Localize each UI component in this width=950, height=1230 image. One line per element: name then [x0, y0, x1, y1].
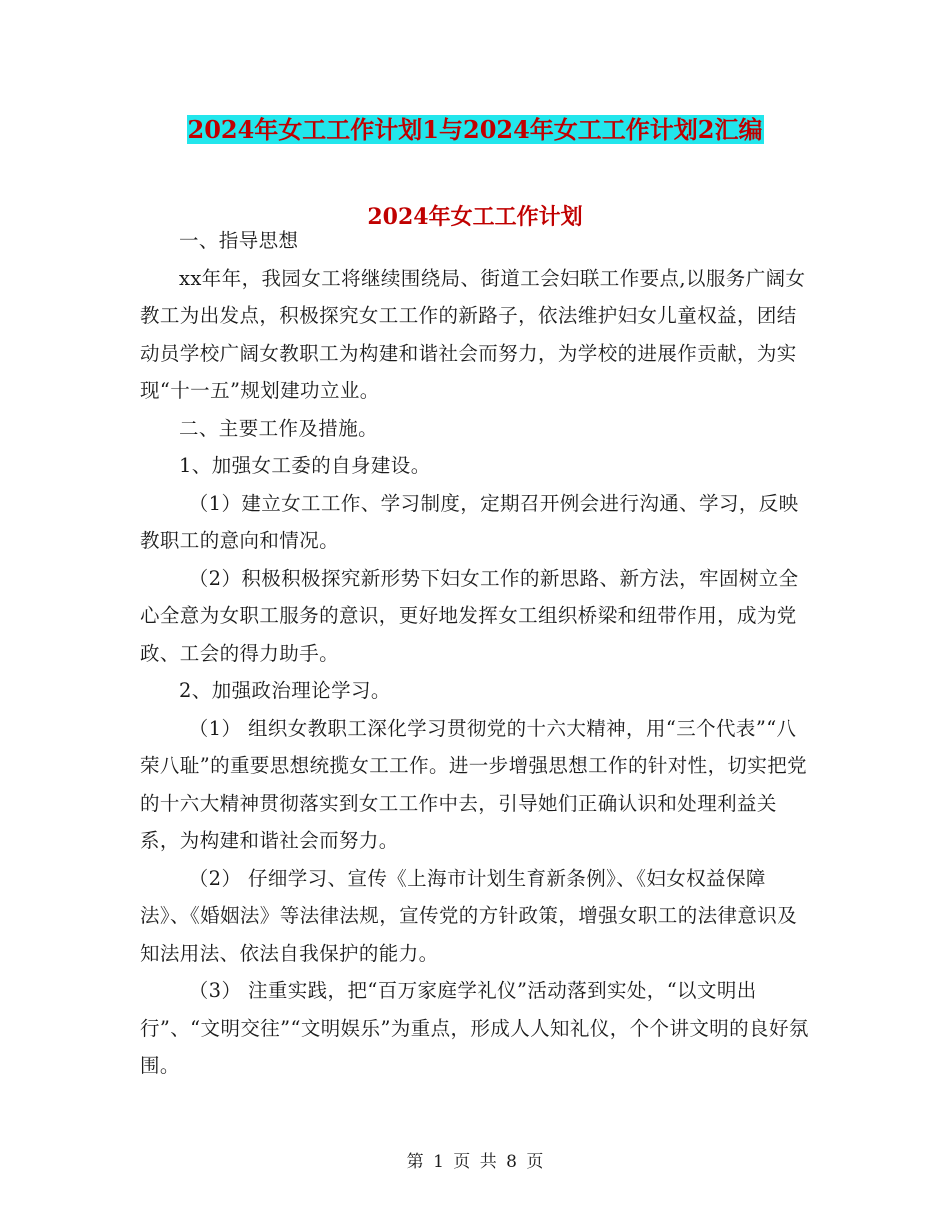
document-body: [140, 222, 812, 1085]
paragraph: 二、主要工作及措施。: [179, 416, 379, 440]
paragraph: （3） 注重实践，把“百万家庭学礼仪”活动落到实处，“以文明出行”、“文明交往”“文明娱乐”为重点，形成人人知礼仪，个个讲文明的良好氛围。: [140, 979, 809, 1077]
paragraph: xx年年，我园女工将继续围绕局、街道工会妇联工作要点,以服务广阔女教工为出发点，积极探究女工工作的新路子，依法维护妇女儿童权益，团结动员学校广阔女教职工为构建和谐社会而努力，为学校的进展作贡献，为实现“十一五”规划建功立业。: [140, 266, 806, 402]
paragraph: 一、指导思想: [179, 229, 299, 252]
paragraph: （2）积极积极探究新形势下妇女工作的新思路、新方法，牢固树立全心全意为女职工服务的意识，更好地发挥女工组织桥梁和纽带作用，成为党政、工会的得力助手。: [140, 566, 799, 665]
document-title: [0, 112, 950, 148]
section-title: 2024年女工工作计划: [367, 204, 583, 230]
paragraph: 1、加强女工委的自身建设。: [179, 454, 431, 477]
paragraph: 2、加强政治理论学习。: [179, 679, 391, 702]
page-number: 第 1 页 共 8 页: [406, 1152, 544, 1172]
paragraph: （2） 仔细学习、宣传《上海市计划生育新条例》、《妇女权益保障法》、《婚姻法》等法律法规，宣传党的方针政策，增强女职工的法律意识及知法用法、依法自我保护的能力。: [140, 866, 798, 965]
document-title-text: 2024年女工工作计划1与2024年女工工作计划2汇编: [187, 115, 763, 144]
paragraph: （1）建立女工工作、学习制度，定期召开例会进行沟通、学习，反映教职工的意向和情况。: [140, 491, 799, 552]
paragraph: （1） 组织女教职工深化学习贯彻党的十六大精神，用“三个代表”“八荣八耻”的重要思想统揽女工工作。进一步增强思想工作的针对性，切实把党的十六大精神贯彻落实到女工工作中去，引导她们正确认识和处理利益关系，为构建和谐社会而努力。: [140, 716, 808, 852]
